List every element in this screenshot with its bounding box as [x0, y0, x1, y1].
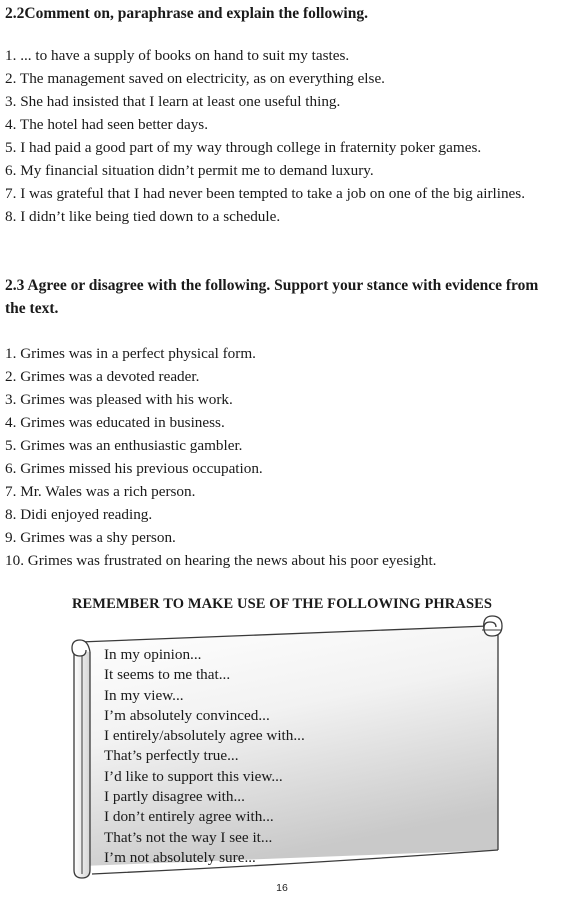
- list-item: 4. The hotel had seen better days.: [5, 116, 208, 133]
- phrases-list: [104, 645, 305, 868]
- phrase-item: I don’t entirely agree with...: [104, 808, 274, 826]
- section-2-2-heading: 2.2Comment on, paraphrase and explain the following.: [5, 5, 368, 22]
- list-item: 5. Grimes was an enthusiastic gambler.: [5, 437, 243, 454]
- list-item: 1. Grimes was in a perfect physical form.: [5, 345, 256, 362]
- phrases-scroll-box: [66, 612, 506, 884]
- list-item: 7. Mr. Wales was a rich person.: [5, 483, 196, 500]
- remember-phrases-heading: REMEMBER TO MAKE USE OF THE FOLLOWING PHRASES: [71, 596, 493, 612]
- list-item: 2. The management saved on electricity, as on everything else.: [5, 70, 385, 87]
- section-2-2-list: [5, 44, 561, 228]
- list-item: 6. My financial situation didn’t permit me to demand luxury.: [5, 162, 374, 179]
- list-item: 2. Grimes was a devoted reader.: [5, 368, 200, 385]
- list-item: 6. Grimes missed his previous occupation.: [5, 460, 263, 477]
- list-item: 10. Grimes was frustrated on hearing the news about his poor eyesight.: [5, 552, 437, 569]
- list-item: 1. ... to have a supply of books on hand to suit my tastes.: [5, 47, 350, 64]
- list-item: 5. I had paid a good part of my way through college in fraternity poker games.: [5, 139, 482, 156]
- phrase-item: It seems to me that...: [104, 666, 231, 684]
- phrase-item: In my view...: [104, 686, 184, 704]
- list-item: 3. She had insisted that I learn at least one useful thing.: [5, 93, 341, 110]
- list-item: 3. Grimes was pleased with his work.: [5, 391, 233, 408]
- phrase-item: That’s not the way I see it...: [104, 828, 273, 846]
- list-item: 8. I didn’t like being tied down to a schedule.: [5, 208, 281, 225]
- phrase-item: In my opinion...: [104, 646, 202, 663]
- phrase-item: I entirely/absolutely agree with...: [104, 727, 305, 745]
- phrase-item: That’s perfectly true...: [104, 747, 239, 765]
- list-item: 9. Grimes was a shy person.: [5, 529, 176, 546]
- phrase-item: I’m not absolutely sure...: [104, 848, 256, 866]
- phrase-item: I’d like to support this view...: [104, 767, 283, 785]
- list-item: 4. Grimes was educated in business.: [5, 414, 225, 431]
- list-item: 7. I was grateful that I had never been tempted to take a job on one of the big airlines.: [5, 185, 525, 202]
- list-item: 8. Didi enjoyed reading.: [5, 506, 153, 523]
- section-2-3-list: [5, 342, 561, 572]
- phrase-item: I’m absolutely convinced...: [104, 706, 270, 724]
- phrase-item: I partly disagree with...: [104, 788, 245, 806]
- page-number: 16: [276, 882, 288, 894]
- section-2-3-heading: 2.3 Agree or disagree with the following. Support your stance with evidence from the text.: [5, 277, 539, 317]
